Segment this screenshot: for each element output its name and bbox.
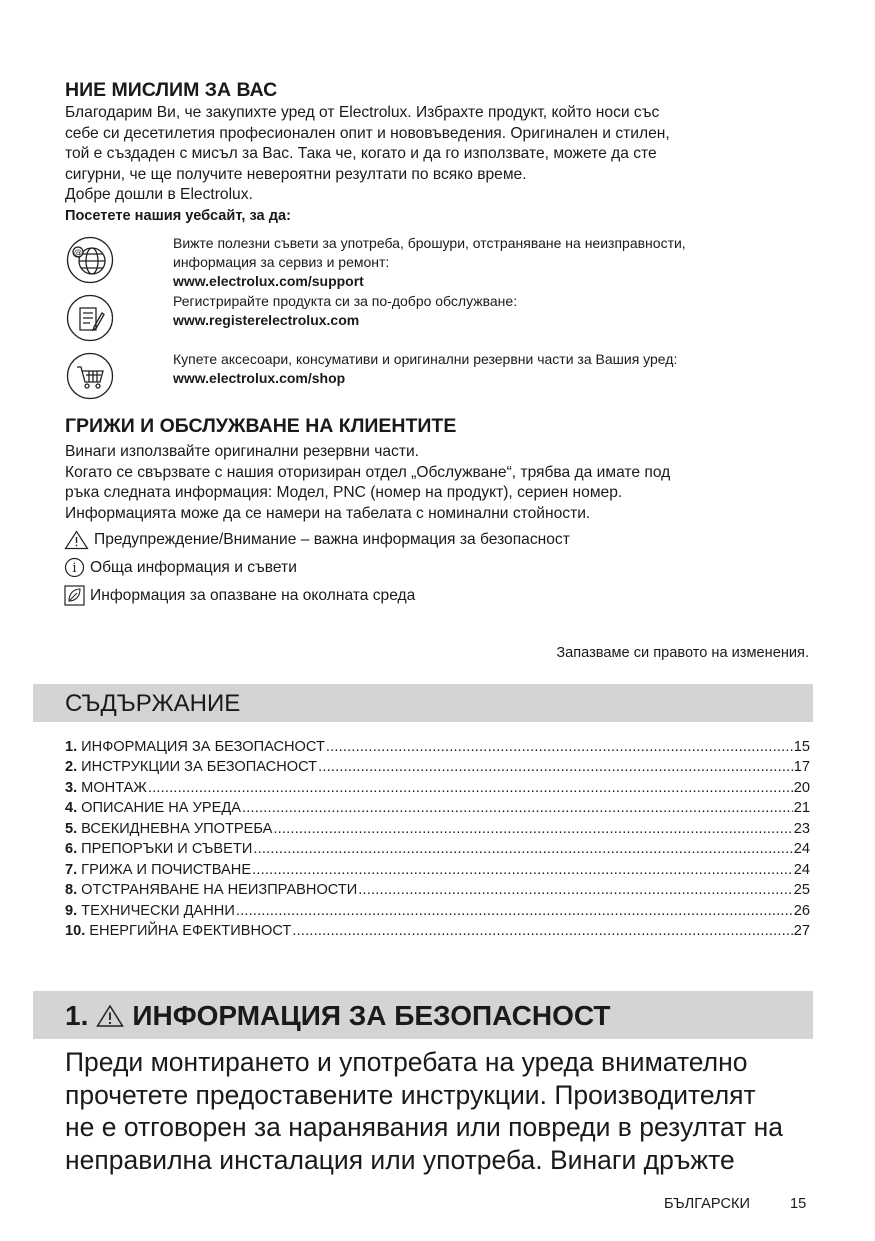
footer-language: БЪЛГАРСКИ — [664, 1196, 750, 1212]
intro-line: Благодарим Ви, че закупихте уред от Electrolux. Избрахте продукт, който носи със — [65, 104, 660, 121]
intro-line: той е създаден с мисъл за Вас. Така че, когато и да го използвате, можете да сте — [65, 145, 657, 163]
toc-item[interactable]: 6. ПРЕПОРЪКИ И СЪВЕТИ ..... 24 — [65, 837, 810, 858]
register-link[interactable]: www.registerelectrolux.com — [173, 312, 360, 328]
leaf-icon — [64, 585, 85, 606]
svg-text:i: i — [72, 561, 77, 576]
toc-item[interactable]: 5. ВСЕКИДНЕВНА УПОТРЕБА ..... 23 — [65, 816, 810, 837]
web-item-text: информация за сервиз и ремонт: — [173, 254, 390, 270]
intro-line: себе си десетилетия професионален опит и нововъведения. Оригинален и стилен, — [65, 124, 670, 142]
contents-title: СЪДЪРЖАНИЕ — [65, 690, 241, 717]
info-icon — [64, 557, 85, 578]
toc-item[interactable]: 7. ГРИЖА И ПОЧИСТВАНЕ ..... 24 — [65, 857, 810, 878]
support-link[interactable]: www.electrolux.com/support — [173, 273, 364, 289]
web-item-text: Вижте полезни съвети за употреба, брошури, отстраняване на неизправности, — [173, 235, 686, 251]
section-line: прочетете предоставените инструкции. Производителят — [65, 1079, 756, 1110]
care-line: Информацията може да се намери на табелата с номинални стойности. — [65, 504, 591, 522]
toc-item[interactable]: 1. ИНФОРМАЦИЯ ЗА БЕЗОПАСНОСТ ..... 15 — [65, 734, 810, 755]
care-line: Винаги използвайте оригинални резервни части. — [65, 443, 420, 460]
care-title: ГРИЖИ И ОБСЛУЖВАНЕ НА КЛИЕНТИТЕ — [65, 415, 457, 437]
care-line: ръка следната информация: Модел, PNC (номер на продукт), сериен номер. — [65, 484, 623, 502]
care-line: Когато се свързвате с нашия оторизиран отдел „Обслужване“, трябва да имате под — [65, 463, 671, 481]
section-header — [33, 991, 813, 1039]
register-icon — [66, 294, 114, 342]
intro-text — [65, 103, 670, 206]
cart-icon — [66, 352, 114, 400]
toc-item[interactable]: 10. ЕНЕРГИЙНА ЕФЕКТИВНОСТ ..... 27 — [65, 919, 810, 940]
section-title-text: ИНФОРМАЦИЯ ЗА БЕЗОПАСНОСТ — [132, 1000, 611, 1031]
intro-line: Добре дошли в Electrolux. — [65, 186, 253, 204]
reserve-note: Запазваме си правото на изменения. — [556, 645, 809, 661]
section-line: неправилна инсталация или употреба. Винаги дръжте — [65, 1144, 735, 1175]
toc-item[interactable]: 2. ИНСТРУКЦИИ ЗА БЕЗОПАСНОСТ ..... 17 — [65, 755, 810, 776]
legend-environment — [64, 585, 415, 606]
page-number: 15 — [790, 1196, 807, 1212]
legend-text: Обща информация и съвети — [90, 558, 297, 576]
intro-line: сигурни, че ще получите невероятни резултати по всяко време. — [65, 165, 527, 183]
section-number: 1. — [65, 1000, 89, 1031]
section-title — [65, 1000, 611, 1032]
warning-icon — [96, 1004, 124, 1028]
shop-link[interactable]: www.electrolux.com/shop — [173, 370, 346, 386]
web-item-shop — [173, 350, 677, 388]
warning-icon — [64, 530, 89, 550]
toc-item[interactable]: 8. ОТСТРАНЯВАНЕ НА НЕИЗПРАВНОСТИ ..... 25 — [65, 878, 810, 899]
globe-icon — [66, 236, 114, 284]
intro-title: НИЕ МИСЛИМ ЗА ВАС — [65, 79, 278, 101]
toc-item[interactable]: 3. МОНТАЖ ..... 20 — [65, 775, 810, 796]
svg-text:@: @ — [74, 248, 82, 257]
legend-text: Информация за опазване на околната среда — [90, 586, 416, 604]
visit-label: Посетете нашия уебсайт, за да: — [65, 208, 291, 224]
web-item-text: Регистрирайте продукта си за по-добро обслужване: — [173, 293, 518, 309]
toc-item[interactable]: 9. ТЕХНИЧЕСКИ ДАННИ ..... 26 — [65, 898, 810, 919]
section-line: не е отговорен за наранявания или повреди в резултат на — [65, 1112, 783, 1142]
web-item-text: Купете аксесоари, консумативи и оригинални резервни части за Вашия уред: — [173, 351, 678, 367]
legend-text: Предупреждение/Внимание – важна информация за безопасност — [94, 531, 570, 548]
contents-header — [33, 684, 813, 722]
web-item-support — [173, 234, 686, 291]
section-line: Преди монтирането и употребата на уреда внимателно — [65, 1047, 748, 1077]
care-text — [65, 442, 670, 524]
toc-item[interactable]: 4. ОПИСАНИЕ НА УРЕДА ..... 21 — [65, 796, 810, 817]
section-intro — [65, 1046, 825, 1176]
legend-info — [64, 557, 297, 578]
web-item-register — [173, 292, 517, 330]
legend-warning — [64, 530, 570, 550]
table-of-contents — [65, 734, 810, 939]
